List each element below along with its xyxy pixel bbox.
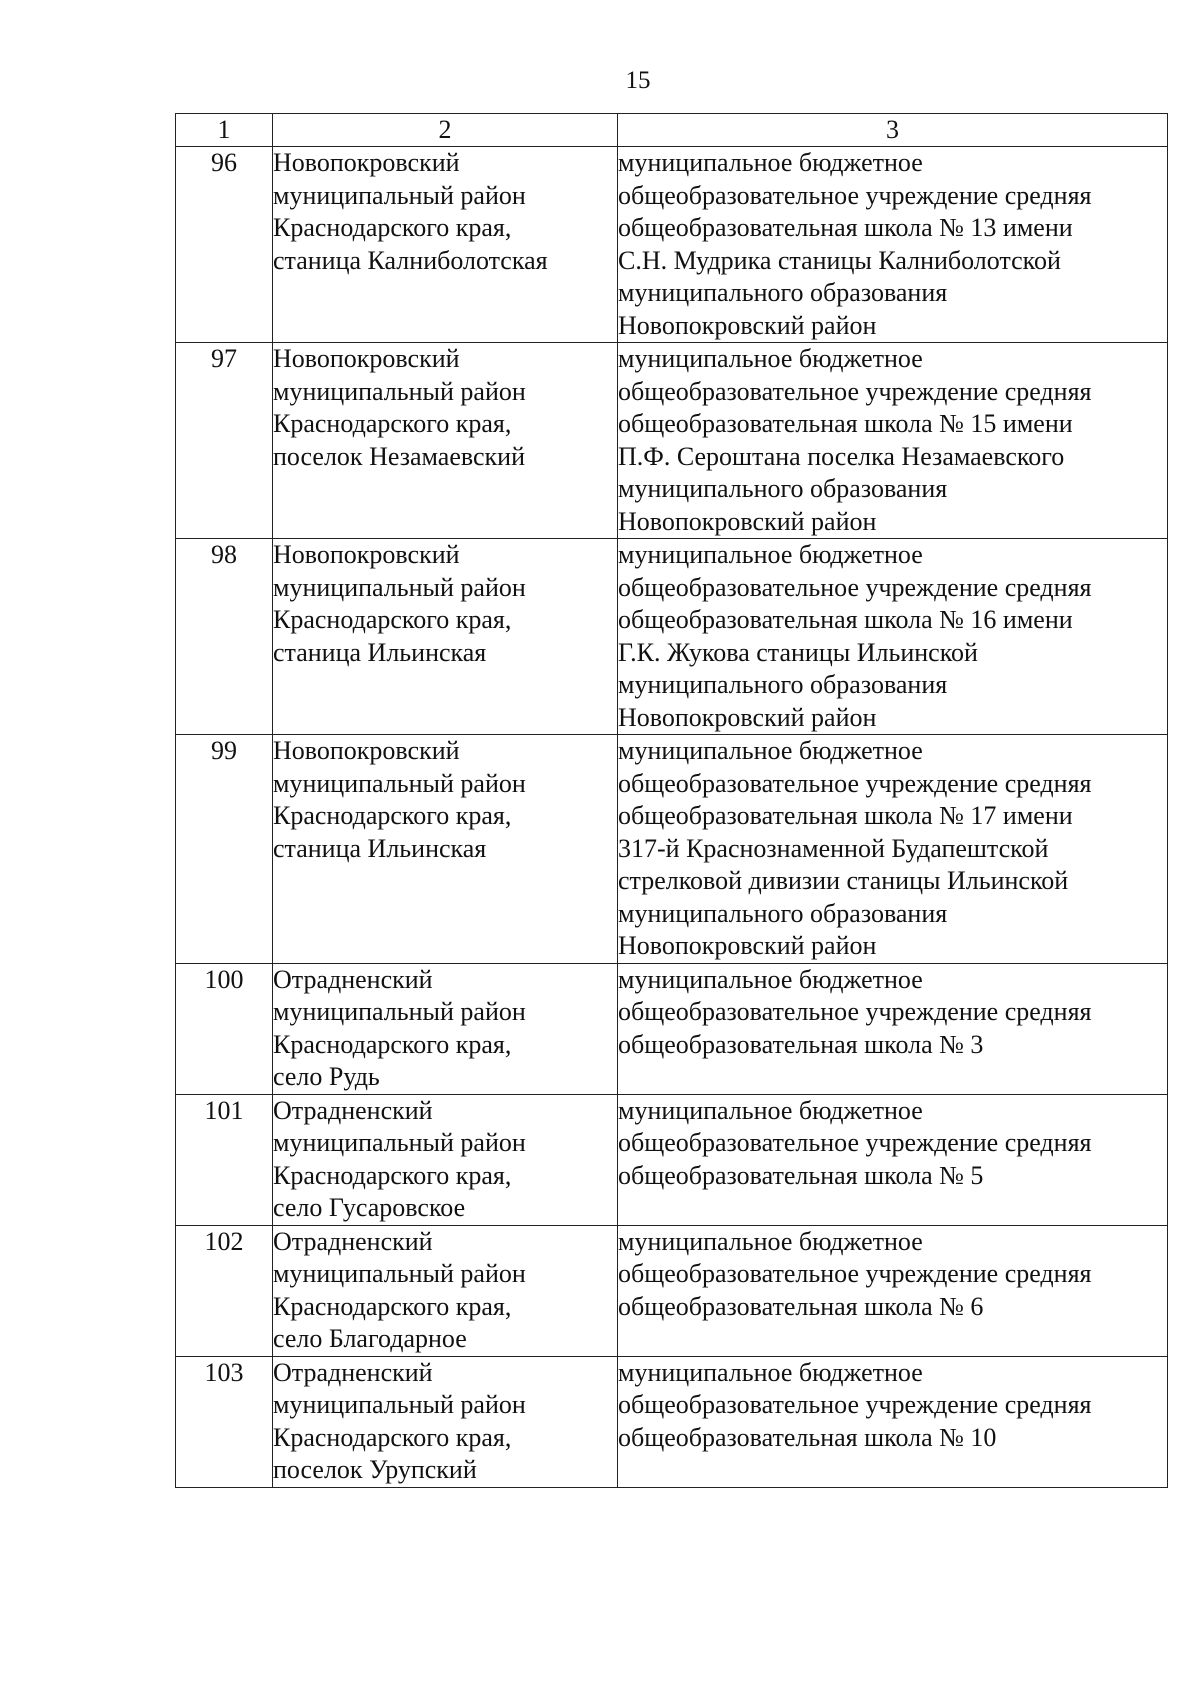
region-text: Новопокровский муниципальный район Краснодарского края, станица Калниболотская: [273, 148, 548, 275]
row-number: 98: [176, 539, 273, 735]
organization-text: муниципальное бюджетное общеобразовательное учреждение средняя общеобразовательная школа № 16 имени Г.К. Жукова станицы Ильинской муниципального образования Новопокровский район: [618, 540, 1092, 732]
organization-text: муниципальное бюджетное общеобразовательное учреждение средняя общеобразовательная школа № 10: [618, 1357, 1092, 1452]
organization-text: муниципальное бюджетное общеобразовательное учреждение средняя общеобразовательная школа № 17 имени 317-й Краснознаменной Будапештской стрелковой дивизии станицы Ильинской муниципального образования Новопокровский район: [618, 736, 1092, 960]
table-row: [176, 1094, 1168, 1225]
table-header-row: [176, 114, 1168, 147]
region-text: Отрадненский муниципальный район Краснодарского края, село Рудь: [273, 964, 526, 1091]
organization-text: муниципальное бюджетное общеобразовательное учреждение средняя общеобразовательная школа № 15 имени П.Ф. Сероштана поселка Незамаевского муниципального образования Новопокровский район: [618, 344, 1092, 536]
organization-text: муниципальное бюджетное общеобразовательное учреждение средняя общеобразовательная школа № 3: [618, 964, 1092, 1059]
region-cell: [273, 539, 618, 735]
organization-text: муниципальное бюджетное общеобразовательное учреждение средняя общеобразовательная школа № 6: [618, 1226, 1092, 1321]
table-row: [176, 343, 1168, 539]
column-header-3: 3: [618, 114, 1168, 147]
organization-text: муниципальное бюджетное общеобразовательное учреждение средняя общеобразовательная школа № 5: [618, 1095, 1092, 1190]
region-cell: [273, 963, 618, 1094]
row-number: 102: [176, 1225, 273, 1356]
column-header-2: 2: [273, 114, 618, 147]
organization-cell: [618, 343, 1168, 539]
row-number: 103: [176, 1356, 273, 1487]
organization-cell: [618, 963, 1168, 1094]
organization-cell: [618, 1094, 1168, 1225]
table-row: [176, 735, 1168, 964]
region-cell: [273, 735, 618, 964]
page-number: 15: [625, 67, 651, 94]
row-number: 100: [176, 963, 273, 1094]
region-cell: [273, 1356, 618, 1487]
region-cell: [273, 1225, 618, 1356]
region-text: Новопокровский муниципальный район Краснодарского края, поселок Незамаевский: [273, 344, 526, 471]
organization-cell: [618, 147, 1168, 343]
table-row: [176, 147, 1168, 343]
organization-text: муниципальное бюджетное общеобразовательное учреждение средняя общеобразовательная школа № 13 имени С.Н. Мудрика станицы Калниболотской муниципального образования Новопокровский район: [618, 148, 1092, 340]
region-cell: [273, 147, 618, 343]
table-row: [176, 1225, 1168, 1356]
organization-cell: [618, 1225, 1168, 1356]
column-header-1: 1: [176, 114, 273, 147]
region-text: Новопокровский муниципальный район Краснодарского края, станица Ильинская: [273, 540, 526, 667]
table-row: [176, 539, 1168, 735]
row-number: 96: [176, 147, 273, 343]
region-text: Отрадненский муниципальный район Краснодарского края, село Гусаровское: [273, 1095, 526, 1222]
region-cell: [273, 1094, 618, 1225]
row-number: 101: [176, 1094, 273, 1225]
region-text: Отрадненский муниципальный район Краснодарского края, село Благодарное: [273, 1226, 526, 1353]
organization-cell: [618, 539, 1168, 735]
region-cell: [273, 343, 618, 539]
row-number: 99: [176, 735, 273, 964]
row-number: 97: [176, 343, 273, 539]
organization-cell: [618, 1356, 1168, 1487]
organization-cell: [618, 735, 1168, 964]
table-row: [176, 963, 1168, 1094]
region-text: Отрадненский муниципальный район Краснодарского края, поселок Урупский: [273, 1357, 526, 1484]
table-row: [176, 1356, 1168, 1487]
schools-table: [175, 113, 1168, 1488]
region-text: Новопокровский муниципальный район Краснодарского края, станица Ильинская: [273, 736, 526, 863]
